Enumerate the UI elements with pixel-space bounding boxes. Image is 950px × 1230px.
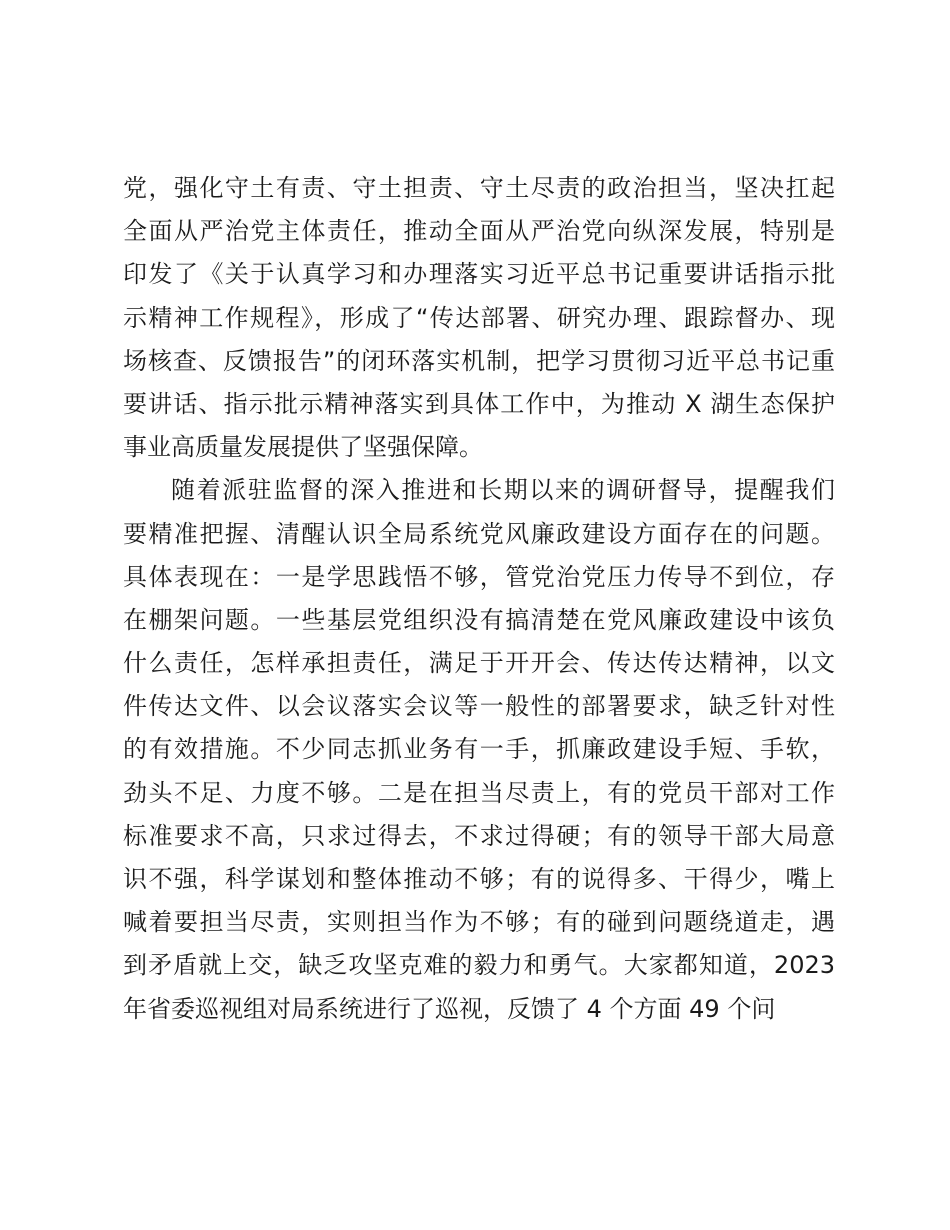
paragraph-2-line-12: 到矛盾就上交，缺乏攻坚克难的毅力和勇气。大家都知道，2023 [123,951,835,980]
paragraph-1-line-3: 印发了《关于认真学习和办理落实习近平总书记重要讲话指示批 [123,260,835,289]
paragraph-2-line-3: 具体表现在：一是学思践悟不够，管党治党压力传导不到位，存 [123,562,835,591]
paragraph-2-line-11: 喊着要担当尽责，实则担当作为不够；有的碰到问题绕道走，遇 [123,908,835,937]
paragraph-2-line-2: 要精准把握、清醒认识全局系统党风廉政建设方面存在的问题。 [123,519,835,548]
paragraph-2-line-13: 年省委巡视组对局系统进行了巡视，反馈了 4 个方面 49 个问 [123,994,776,1023]
paragraph-1-line-4: 示精神工作规程》，形成了“传达部署、研究办理、跟踪督办、现 [123,303,835,332]
paragraph-1-line-5: 场核查、反馈报告”的闭环落实机制，把学习贯彻习近平总书记重 [123,346,835,375]
paragraph-1-line-7: 事业高质量发展提供了坚强保障。 [123,433,483,462]
paragraph-2-line-8: 劲头不足、力度不够。二是在担当尽责上，有的党员干部对工作 [123,778,835,807]
paragraph-2-line-7: 的有效措施。不少同志抓业务有一手，抓廉政建设手短、手软， [123,735,835,764]
paragraph-2-line-10: 识不强，科学谋划和整体推动不够；有的说得多、干得少，嘴上 [123,865,835,893]
paragraph-2-line-4: 在棚架问题。一些基层党组织没有搞清楚在党风廉政建设中该负 [123,605,835,634]
paragraph-1-line-6: 要讲话、指示批示精神落实到具体工作中，为推动 X 湖生态保护 [123,389,835,418]
paragraph-1-line-1: 党，强化守土有责、守土担责、守土尽责的政治担当，坚决扛起 [123,174,835,202]
paragraph-2-line-9: 标准要求不高，只求过得去，不求过得硬；有的领导干部大局意 [123,821,835,850]
paragraph-2-line-6: 件传达文件、以会议落实会议等一般性的部署要求，缺乏针对性 [123,692,835,721]
paragraph-2-line-5: 什么责任，怎样承担责任，满足于开开会、传达传达精神，以文 [123,649,835,678]
paragraph-2-line-1: 随着派驻监督的深入推进和长期以来的调研督导，提醒我们 [171,476,835,505]
paragraph-1-line-2: 全面从严治党主体责任，推动全面从严治党向纵深发展，特别是 [123,217,835,246]
body-text [123,167,835,1031]
